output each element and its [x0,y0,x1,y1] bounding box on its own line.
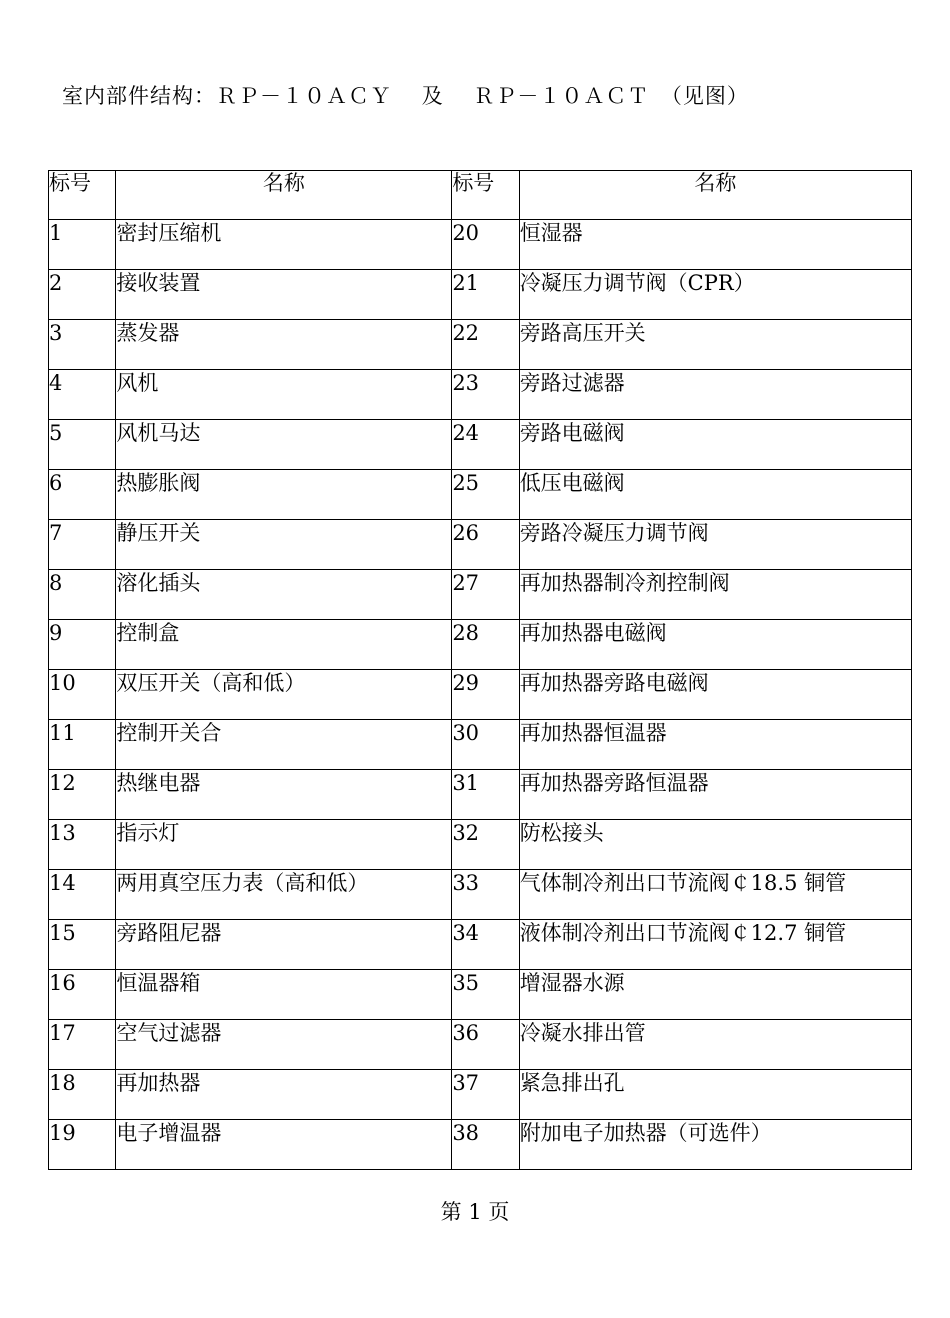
cell-name-left: 旁路阻尼器 [116,920,452,970]
table-row [49,320,912,370]
cell-number-right: 30 [452,720,519,770]
table-row [49,370,912,420]
cell-name-right: 旁路过滤器 [519,370,911,420]
cell-name-right: 附加电子加热器（可选件） [519,1120,911,1170]
cell-number-left: 7 [49,520,116,570]
cell-name-left: 恒温器箱 [116,970,452,1020]
cell-number-right: 20 [452,220,519,270]
table-row [49,420,912,470]
cell-name-left: 再加热器 [116,1070,452,1120]
table-row [49,1120,912,1170]
page-number: 第 1 页 [440,1200,510,1224]
cell-name-right: 再加热器旁路电磁阀 [519,670,911,720]
cell-name-right: 冷凝压力调节阀（CPR） [519,270,911,320]
cell-number-right: 29 [452,670,519,720]
table-row [49,1020,912,1070]
cell-name-right: 气体制冷剂出口节流阀￠18.5 铜管 [519,870,911,920]
table-row [49,920,912,970]
cell-name-left: 密封压缩机 [116,220,452,270]
cell-number-left: 13 [49,820,116,870]
cell-name-right: 恒湿器 [519,220,911,270]
table-row [49,220,912,270]
cell-number-right: 27 [452,570,519,620]
cell-number-right: 33 [452,870,519,920]
table-row [49,570,912,620]
cell-number-left: 8 [49,570,116,620]
cell-number-right: 23 [452,370,519,420]
cell-name-right: 再加热器制冷剂控制阀 [519,570,911,620]
cell-name-left: 接收装置 [116,270,452,320]
cell-name-right: 旁路电磁阀 [519,420,911,470]
table-header-row [49,171,912,220]
cell-number-right: 35 [452,970,519,1020]
header-number-left: 标号 [49,171,116,220]
cell-name-left: 热继电器 [116,770,452,820]
cell-number-left: 3 [49,320,116,370]
cell-number-left: 11 [49,720,116,770]
cell-name-right: 紧急排出孔 [519,1070,911,1120]
cell-number-left: 14 [49,870,116,920]
cell-name-right: 冷凝水排出管 [519,1020,911,1070]
cell-number-left: 4 [49,370,116,420]
parts-table [48,170,912,1170]
header-number-right: 标号 [452,171,519,220]
cell-number-right: 22 [452,320,519,370]
cell-number-right: 31 [452,770,519,820]
table-row [49,270,912,320]
cell-number-right: 24 [452,420,519,470]
cell-number-left: 16 [49,970,116,1020]
cell-name-right: 再加热器旁路恒温器 [519,770,911,820]
table-row [49,1070,912,1120]
cell-number-right: 21 [452,270,519,320]
cell-number-right: 36 [452,1020,519,1070]
cell-number-left: 12 [49,770,116,820]
cell-name-left: 两用真空压力表（高和低） [116,870,452,920]
cell-number-left: 5 [49,420,116,470]
cell-name-right: 液体制冷剂出口节流阀￠12.7 铜管 [519,920,911,970]
table-row [49,970,912,1020]
table-row [49,520,912,570]
cell-name-left: 控制开关合 [116,720,452,770]
cell-name-left: 电子增温器 [116,1120,452,1170]
cell-name-left: 热膨胀阀 [116,470,452,520]
cell-name-right: 低压电磁阀 [519,470,911,520]
cell-number-left: 17 [49,1020,116,1070]
cell-number-left: 10 [49,670,116,720]
cell-number-left: 1 [49,220,116,270]
table-row [49,670,912,720]
cell-name-right: 防松接头 [519,820,911,870]
cell-number-right: 32 [452,820,519,870]
cell-name-left: 蒸发器 [116,320,452,370]
table-row [49,770,912,820]
cell-number-left: 6 [49,470,116,520]
cell-number-right: 28 [452,620,519,670]
table-row [49,870,912,920]
cell-number-right: 34 [452,920,519,970]
cell-number-left: 9 [49,620,116,670]
table-body [49,220,912,1170]
table-row [49,720,912,770]
table-row [49,620,912,670]
header-name-left: 名称 [116,171,452,220]
cell-number-right: 26 [452,520,519,570]
cell-name-left: 指示灯 [116,820,452,870]
cell-name-right: 再加热器电磁阀 [519,620,911,670]
cell-name-left: 风机马达 [116,420,452,470]
cell-number-left: 18 [49,1070,116,1120]
cell-name-left: 控制盒 [116,620,452,670]
cell-name-right: 旁路高压开关 [519,320,911,370]
cell-name-left: 风机 [116,370,452,420]
cell-number-left: 19 [49,1120,116,1170]
cell-name-left: 溶化插头 [116,570,452,620]
table-row [49,470,912,520]
cell-name-right: 增湿器水源 [519,970,911,1020]
cell-name-left: 空气过滤器 [116,1020,452,1070]
cell-number-left: 15 [49,920,116,970]
cell-name-right: 旁路冷凝压力调节阀 [519,520,911,570]
cell-name-left: 双压开关（高和低） [116,670,452,720]
cell-name-left: 静压开关 [116,520,452,570]
page-title: 室内部件结构：ＲＰ－１０ＡＣＹ 及 ＲＰ－１０ＡＣＴ （见图） [62,84,749,108]
table-row [49,820,912,870]
cell-number-right: 38 [452,1120,519,1170]
cell-number-left: 2 [49,270,116,320]
cell-name-right: 再加热器恒温器 [519,720,911,770]
cell-number-right: 25 [452,470,519,520]
cell-number-right: 37 [452,1070,519,1120]
header-name-right: 名称 [519,171,911,220]
